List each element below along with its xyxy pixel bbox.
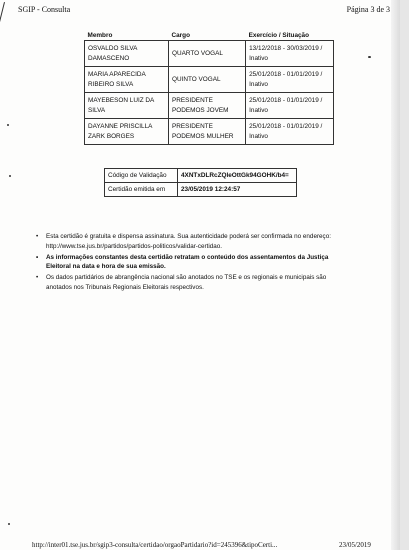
member-period: 25/01/2018 - 01/01/2019 / Inativo — [246, 119, 334, 145]
scan-speck — [368, 56, 371, 58]
notes-list — [36, 232, 338, 294]
member-role: QUINTO VOGAL — [169, 67, 246, 93]
page-header-title: SGIP - Consulta — [18, 5, 71, 14]
table-row — [85, 93, 334, 119]
validation-box — [104, 168, 297, 197]
validation-code-row — [105, 169, 297, 183]
table-header-row — [85, 31, 334, 41]
table-row — [85, 67, 334, 93]
member-role: PRESIDENTE PODEMOS MULHER — [169, 119, 246, 145]
column-header-cargo: Cargo — [171, 32, 190, 39]
member-role: PRESIDENTE PODEMOS JOVEM — [169, 93, 246, 119]
member-period: 13/12/2018 - 30/03/2019 / Inativo — [246, 41, 334, 67]
bullet-icon: • — [36, 253, 39, 261]
validation-code-value: 4XNTxDLRcZQIeOttGk94GOHK/b4= — [178, 169, 297, 183]
member-period: 25/01/2018 - 01/01/2019 / Inativo — [246, 67, 334, 93]
scan-edge — [391, 0, 400, 550]
member-role: QUARTO VOGAL — [169, 41, 246, 67]
scan-speck — [7, 124, 9, 126]
note-text: Os dados partidários de abrangência nacional são anotados no TSE e os regionais e municipais são anotados nos Tribunais Regionais Eleitorais respectivos. — [46, 274, 327, 291]
list-item — [36, 273, 338, 293]
scan-speck — [8, 523, 10, 525]
table-row — [85, 41, 334, 67]
list-item — [36, 253, 338, 273]
issued-at-label: Certidão emitida em — [105, 183, 178, 197]
validation-code-label: Código de Validação — [105, 169, 178, 183]
bullet-icon: • — [36, 274, 39, 281]
margin-mark — [0, 2, 5, 60]
column-header-member: Membro — [87, 32, 113, 39]
member-name: MAYEBESON LUIZ DA SILVA — [85, 93, 169, 119]
list-item — [36, 232, 338, 252]
member-name: MARIA APARECIDA RIBEIRO SILVA — [85, 67, 169, 93]
page-number: Página 3 de 3 — [346, 5, 390, 14]
footer-date: 23/05/2019 — [339, 541, 371, 549]
member-name: DAYANNE PRISCILLA ZARK BORGES — [85, 119, 169, 145]
members-table — [84, 31, 334, 145]
scan-speck — [9, 175, 11, 177]
issued-at-row — [105, 183, 297, 197]
footer-url: http://inter01.tse.jus.br/sgip3-consulta/certidao/orgaoPartidario?id=245396&tipoCerti... — [32, 541, 278, 549]
note-text: As informações constantes desta certidão retratam o conteúdo dos assentamentos da Justiça Eleitoral na data e hora de sua emissão. — [46, 253, 329, 271]
column-header-period: Exercício / Situação — [248, 32, 310, 39]
member-name: OSVALDO SILVA DAMASCENO — [85, 41, 169, 67]
issued-at-value: 23/05/2019 12:24:57 — [178, 183, 297, 197]
table-row — [85, 119, 334, 145]
bullet-icon: • — [36, 233, 39, 240]
note-text: Esta certidão é gratuita e dispensa assinatura. Sua autenticidade poderá ser confirmada no endereço: http://www.tse.jus.br/partidos/partidos-politicos/validar-certidao. — [46, 233, 331, 250]
member-period: 25/01/2018 - 01/01/2019 / Inativo — [246, 93, 334, 119]
